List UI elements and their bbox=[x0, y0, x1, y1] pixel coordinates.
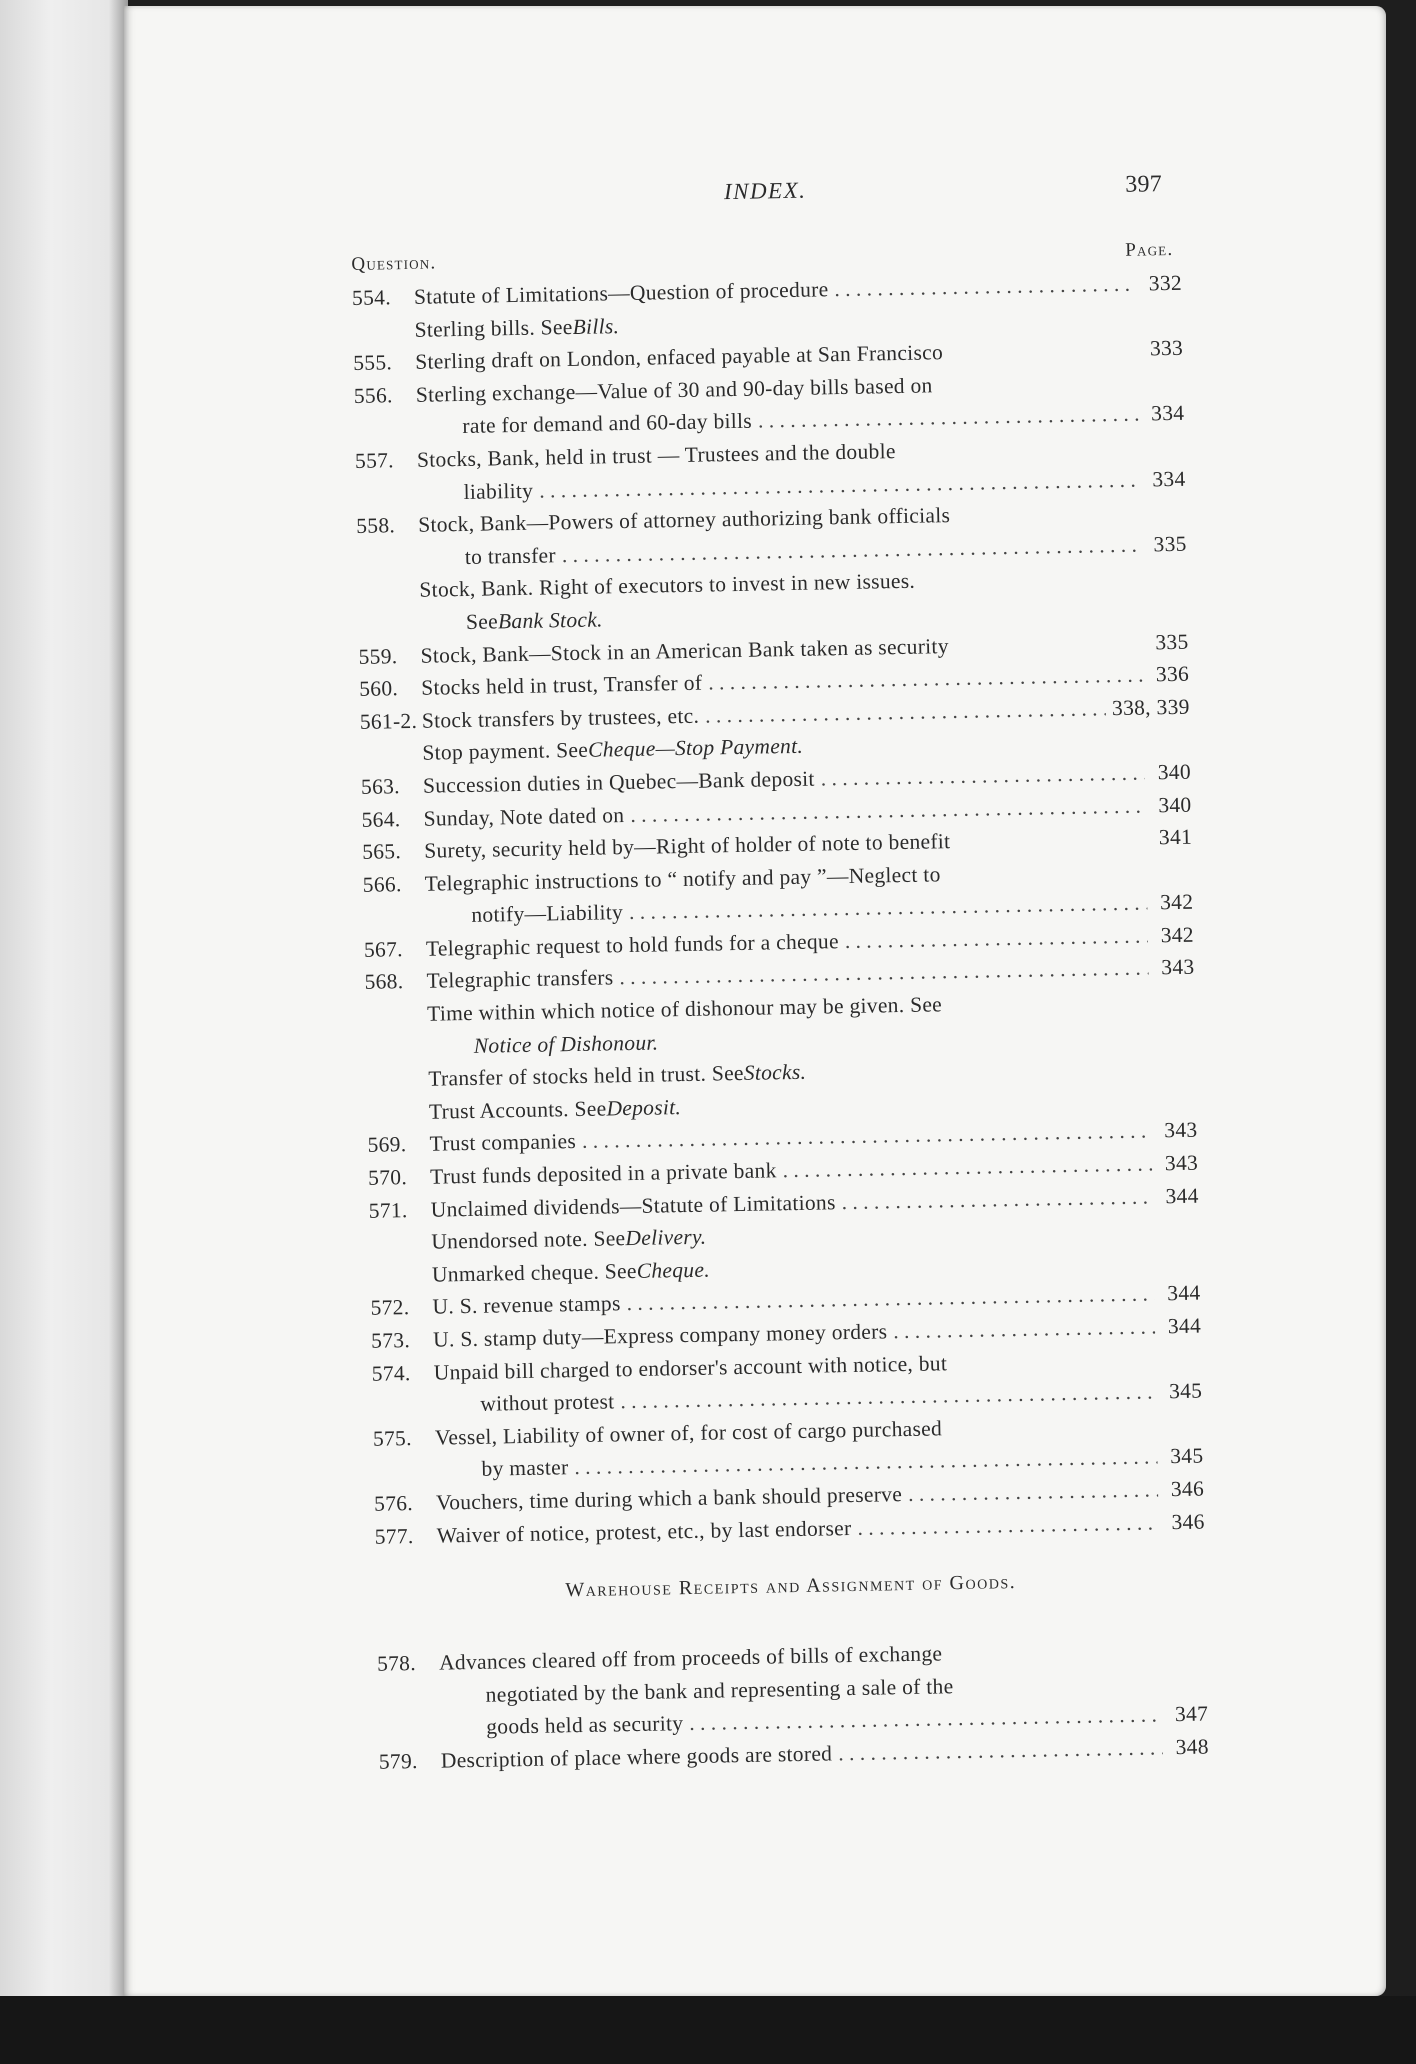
question-number: 556. bbox=[353, 383, 393, 408]
dot-leader bbox=[758, 398, 1139, 438]
question-number: 560. bbox=[358, 676, 399, 702]
dot-leader bbox=[838, 1731, 1163, 1770]
spacer bbox=[950, 845, 1152, 849]
page-reference: 334 bbox=[1150, 401, 1185, 426]
page-number: 397 bbox=[1124, 171, 1163, 198]
page-reference: 343 bbox=[1164, 1150, 1199, 1176]
page-reference: 345 bbox=[1170, 1443, 1204, 1469]
entry-text: Unclaimed dividends—Statute of Limitations bbox=[430, 1189, 836, 1222]
cross-reference: Delivery. bbox=[625, 1224, 707, 1251]
entry-text: rate for demand and 60-day bills bbox=[462, 409, 753, 439]
entry-text: Vouchers, time during which a bank should preserve bbox=[435, 1482, 903, 1515]
page-reference: 336 bbox=[1155, 661, 1190, 687]
page-reference: 335 bbox=[1155, 629, 1189, 654]
question-number: 572. bbox=[370, 1295, 410, 1321]
entry-text: Telegraphic instructions to “ notify and pay ”—Neglect to bbox=[424, 861, 941, 896]
entry-text: Sterling draft on London, enfaced payable at San Francisco bbox=[415, 340, 944, 375]
question-number: 573. bbox=[370, 1328, 411, 1353]
entry-text: Stocks, Bank, held in trust — Trustees and the double bbox=[416, 439, 896, 472]
question-number: 561-2. bbox=[359, 708, 418, 734]
page-reference: 342 bbox=[1160, 922, 1195, 948]
question-number: 558. bbox=[356, 513, 396, 539]
entry-text: by master bbox=[481, 1455, 569, 1482]
question-number: 571. bbox=[368, 1197, 408, 1223]
entry-text: without protest bbox=[480, 1389, 615, 1417]
entry-text: Stock, Bank. Right of executors to invest in new issues. bbox=[419, 569, 916, 603]
entry-text: Sunday, Note dated on bbox=[423, 802, 625, 831]
cross-reference: Cheque. bbox=[636, 1257, 711, 1283]
page-column-heading: Page. bbox=[1125, 238, 1174, 261]
entry-text: Time within which notice of dishonour may be given. See bbox=[426, 992, 943, 1026]
entry-text: Trust Accounts. See bbox=[428, 1096, 607, 1124]
page-reference: 344 bbox=[1165, 1183, 1199, 1208]
question-number: 559. bbox=[358, 643, 398, 669]
cross-reference: Cheque—Stop Payment. bbox=[587, 734, 804, 763]
dot-leader bbox=[893, 1310, 1155, 1347]
question-number: 555. bbox=[353, 350, 393, 376]
index-entry bbox=[377, 1633, 1209, 1746]
question-number: 569. bbox=[367, 1132, 407, 1158]
entry-text: Succession duties in Quebec—Bank deposit bbox=[422, 766, 815, 798]
entry-text: Telegraphic request to hold funds for a cheque bbox=[425, 929, 840, 961]
entry-text: Sterling exchange—Value of 30 and 90-day bills based on bbox=[415, 373, 933, 407]
index-entries bbox=[352, 267, 1205, 1553]
page-reference: 344 bbox=[1167, 1313, 1202, 1339]
entry-text: U. S. stamp duty—Express company money orders bbox=[432, 1319, 888, 1352]
question-number: 554. bbox=[351, 285, 392, 310]
section-entries bbox=[377, 1633, 1209, 1779]
page-reference: 343 bbox=[1161, 955, 1195, 980]
dot-leader bbox=[834, 268, 1136, 306]
page-reference: 332 bbox=[1148, 270, 1183, 296]
dot-leader bbox=[908, 1473, 1159, 1510]
entry-text: Telegraphic transfers bbox=[426, 965, 614, 994]
entry-text: Trust funds deposited in a private bank bbox=[429, 1158, 777, 1189]
page-reference: 347 bbox=[1174, 1701, 1209, 1727]
entry-text: Unendorsed note. See bbox=[431, 1226, 626, 1254]
question-column-heading: Question. bbox=[351, 252, 437, 275]
question-number: 570. bbox=[367, 1165, 408, 1190]
question-number: 578. bbox=[376, 1651, 417, 1676]
entry-text: Stock, Bank—Powers of attorney authorizing bank officials bbox=[418, 503, 951, 537]
cross-reference: Bills. bbox=[572, 313, 620, 339]
entry-text: Stock transfers by trustees, etc. bbox=[421, 703, 700, 733]
cross-reference: Deposit. bbox=[606, 1094, 682, 1121]
question-number: 567. bbox=[363, 937, 404, 962]
entry-text: liability bbox=[463, 478, 534, 504]
page-reference: 335 bbox=[1153, 531, 1187, 557]
entry-text: Statute of Limitations—Question of procedure bbox=[413, 277, 829, 309]
page-title: INDEX. bbox=[723, 177, 807, 205]
entry-text: Unpaid bill charged to endorser's account with notice, but bbox=[433, 1350, 948, 1385]
entry-text: Advances cleared off from proceeds of bills of exchange bbox=[438, 1641, 943, 1675]
entry-text: Unmarked cheque. See bbox=[431, 1258, 637, 1287]
entry-text: Trust companies bbox=[429, 1129, 577, 1157]
question-number: 576. bbox=[373, 1491, 414, 1516]
cross-reference: Notice of Dishonour. bbox=[473, 1030, 659, 1058]
index-content bbox=[350, 171, 1209, 1778]
page-reference: 344 bbox=[1167, 1281, 1201, 1306]
entry-text: Stocks held in trust, Transfer of bbox=[420, 670, 703, 700]
page-reference: 348 bbox=[1175, 1734, 1209, 1760]
entry-text: Stock, Bank—Stock in an American Bank taken as security bbox=[420, 633, 949, 668]
page-reference: 341 bbox=[1158, 824, 1193, 850]
question-number: 565. bbox=[361, 839, 402, 864]
entry-text: See bbox=[465, 609, 499, 634]
page-reference: 343 bbox=[1164, 1118, 1198, 1143]
entry-text: to transfer bbox=[464, 543, 557, 569]
question-number: 557. bbox=[354, 448, 395, 473]
question-number: 568. bbox=[364, 969, 404, 995]
cross-reference: Bank Stock. bbox=[497, 607, 603, 634]
page-reference: 345 bbox=[1168, 1378, 1203, 1404]
page-reference: 340 bbox=[1157, 759, 1192, 785]
question-number: 564. bbox=[361, 806, 401, 832]
spacer bbox=[943, 356, 1143, 360]
scan-bottom-band bbox=[0, 1996, 1416, 2064]
entry-text: Description of place where goods are stored bbox=[440, 1741, 833, 1773]
entry-text: Surety, security held by—Right of holder of note to benefit bbox=[423, 829, 951, 863]
page-reference: 346 bbox=[1170, 1476, 1205, 1502]
question-number: 579. bbox=[378, 1748, 418, 1774]
section-heading: Warehouse Receipts and Assignment of Goods. bbox=[565, 1571, 1017, 1602]
dot-leader bbox=[857, 1506, 1159, 1544]
dot-leader bbox=[841, 1180, 1153, 1218]
question-number: 566. bbox=[362, 871, 402, 897]
question-number: 574. bbox=[371, 1360, 411, 1386]
entry-text: Sterling bills. See bbox=[414, 314, 573, 342]
spacer bbox=[949, 649, 1149, 653]
page-reference: 340 bbox=[1158, 792, 1192, 817]
entry-text: Vessel, Liability of owner of, for cost of cargo purchased bbox=[434, 1416, 943, 1450]
entry-text: Transfer of stocks held in trust. See bbox=[428, 1061, 744, 1091]
page-reference: 334 bbox=[1152, 466, 1186, 491]
entry-text: notify—Liability bbox=[471, 900, 624, 928]
page-reference: 333 bbox=[1149, 335, 1184, 361]
entry-text: U. S. revenue stamps bbox=[432, 1291, 621, 1320]
question-number: 575. bbox=[372, 1425, 412, 1451]
entry-text: goods held as security bbox=[486, 1711, 684, 1740]
page-reference: 338, 339 bbox=[1111, 694, 1190, 720]
page-reference: 342 bbox=[1159, 889, 1194, 915]
entry-text: Stop payment. See bbox=[422, 738, 589, 766]
entry-text: negotiated by the bank and representing a sale of the bbox=[485, 1673, 954, 1707]
facing-page-edge bbox=[0, 0, 128, 2064]
page-reference: 346 bbox=[1171, 1509, 1205, 1534]
cross-reference: Stocks. bbox=[743, 1060, 807, 1086]
question-number: 563. bbox=[360, 774, 401, 799]
question-number: 577. bbox=[374, 1523, 414, 1549]
entry-text: Waiver of notice, protest, etc., by last endorser bbox=[436, 1515, 852, 1548]
